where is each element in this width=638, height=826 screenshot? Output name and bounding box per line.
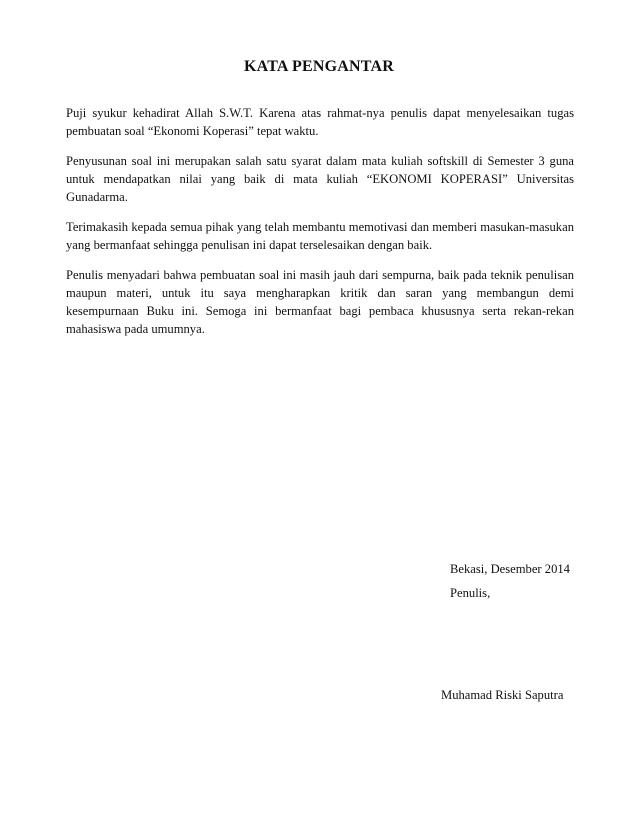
paragraph-2: Penyusunan soal ini merupakan salah satu syarat dalam mata kuliah softskill di Semester 3 guna untuk mendapatkan nilai yang baik di mata kuliah “EKONOMI KOPERASI” Universitas Gunadarma.: [66, 154, 574, 204]
signature-name: Muhamad Riski Saputra: [441, 688, 564, 702]
signature-role: Penulis,: [450, 586, 491, 600]
signature-place-date: Bekasi, Desember 2014: [450, 562, 570, 576]
paragraph-4: Penulis menyadari bahwa pembuatan soal ini masih jauh dari sempurna, baik pada teknik penulisan maupun materi, untuk itu saya mengharapkan kritik dan saran yang membangun demi kesempurnaan Buku ini. Semoga ini bermanfaat bagi pembaca khususnya serta rekan-rekan mahasiswa pada umumnya.: [66, 268, 574, 336]
document-body: [66, 104, 574, 350]
page-title: KATA PENGANTAR: [244, 58, 394, 75]
paragraph-3: Terimakasih kepada semua pihak yang telah membantu memotivasi dan memberi masukan-masukan yang bermanfaat sehingga penulisan ini dapat terselesaikan dengan baik.: [66, 220, 574, 252]
paragraph-1: Puji syukur kehadirat Allah S.W.T. Karena atas rahmat-nya penulis dapat menyelesaikan tugas pembuatan soal “Ekonomi Koperasi” tepat waktu.: [66, 106, 574, 138]
